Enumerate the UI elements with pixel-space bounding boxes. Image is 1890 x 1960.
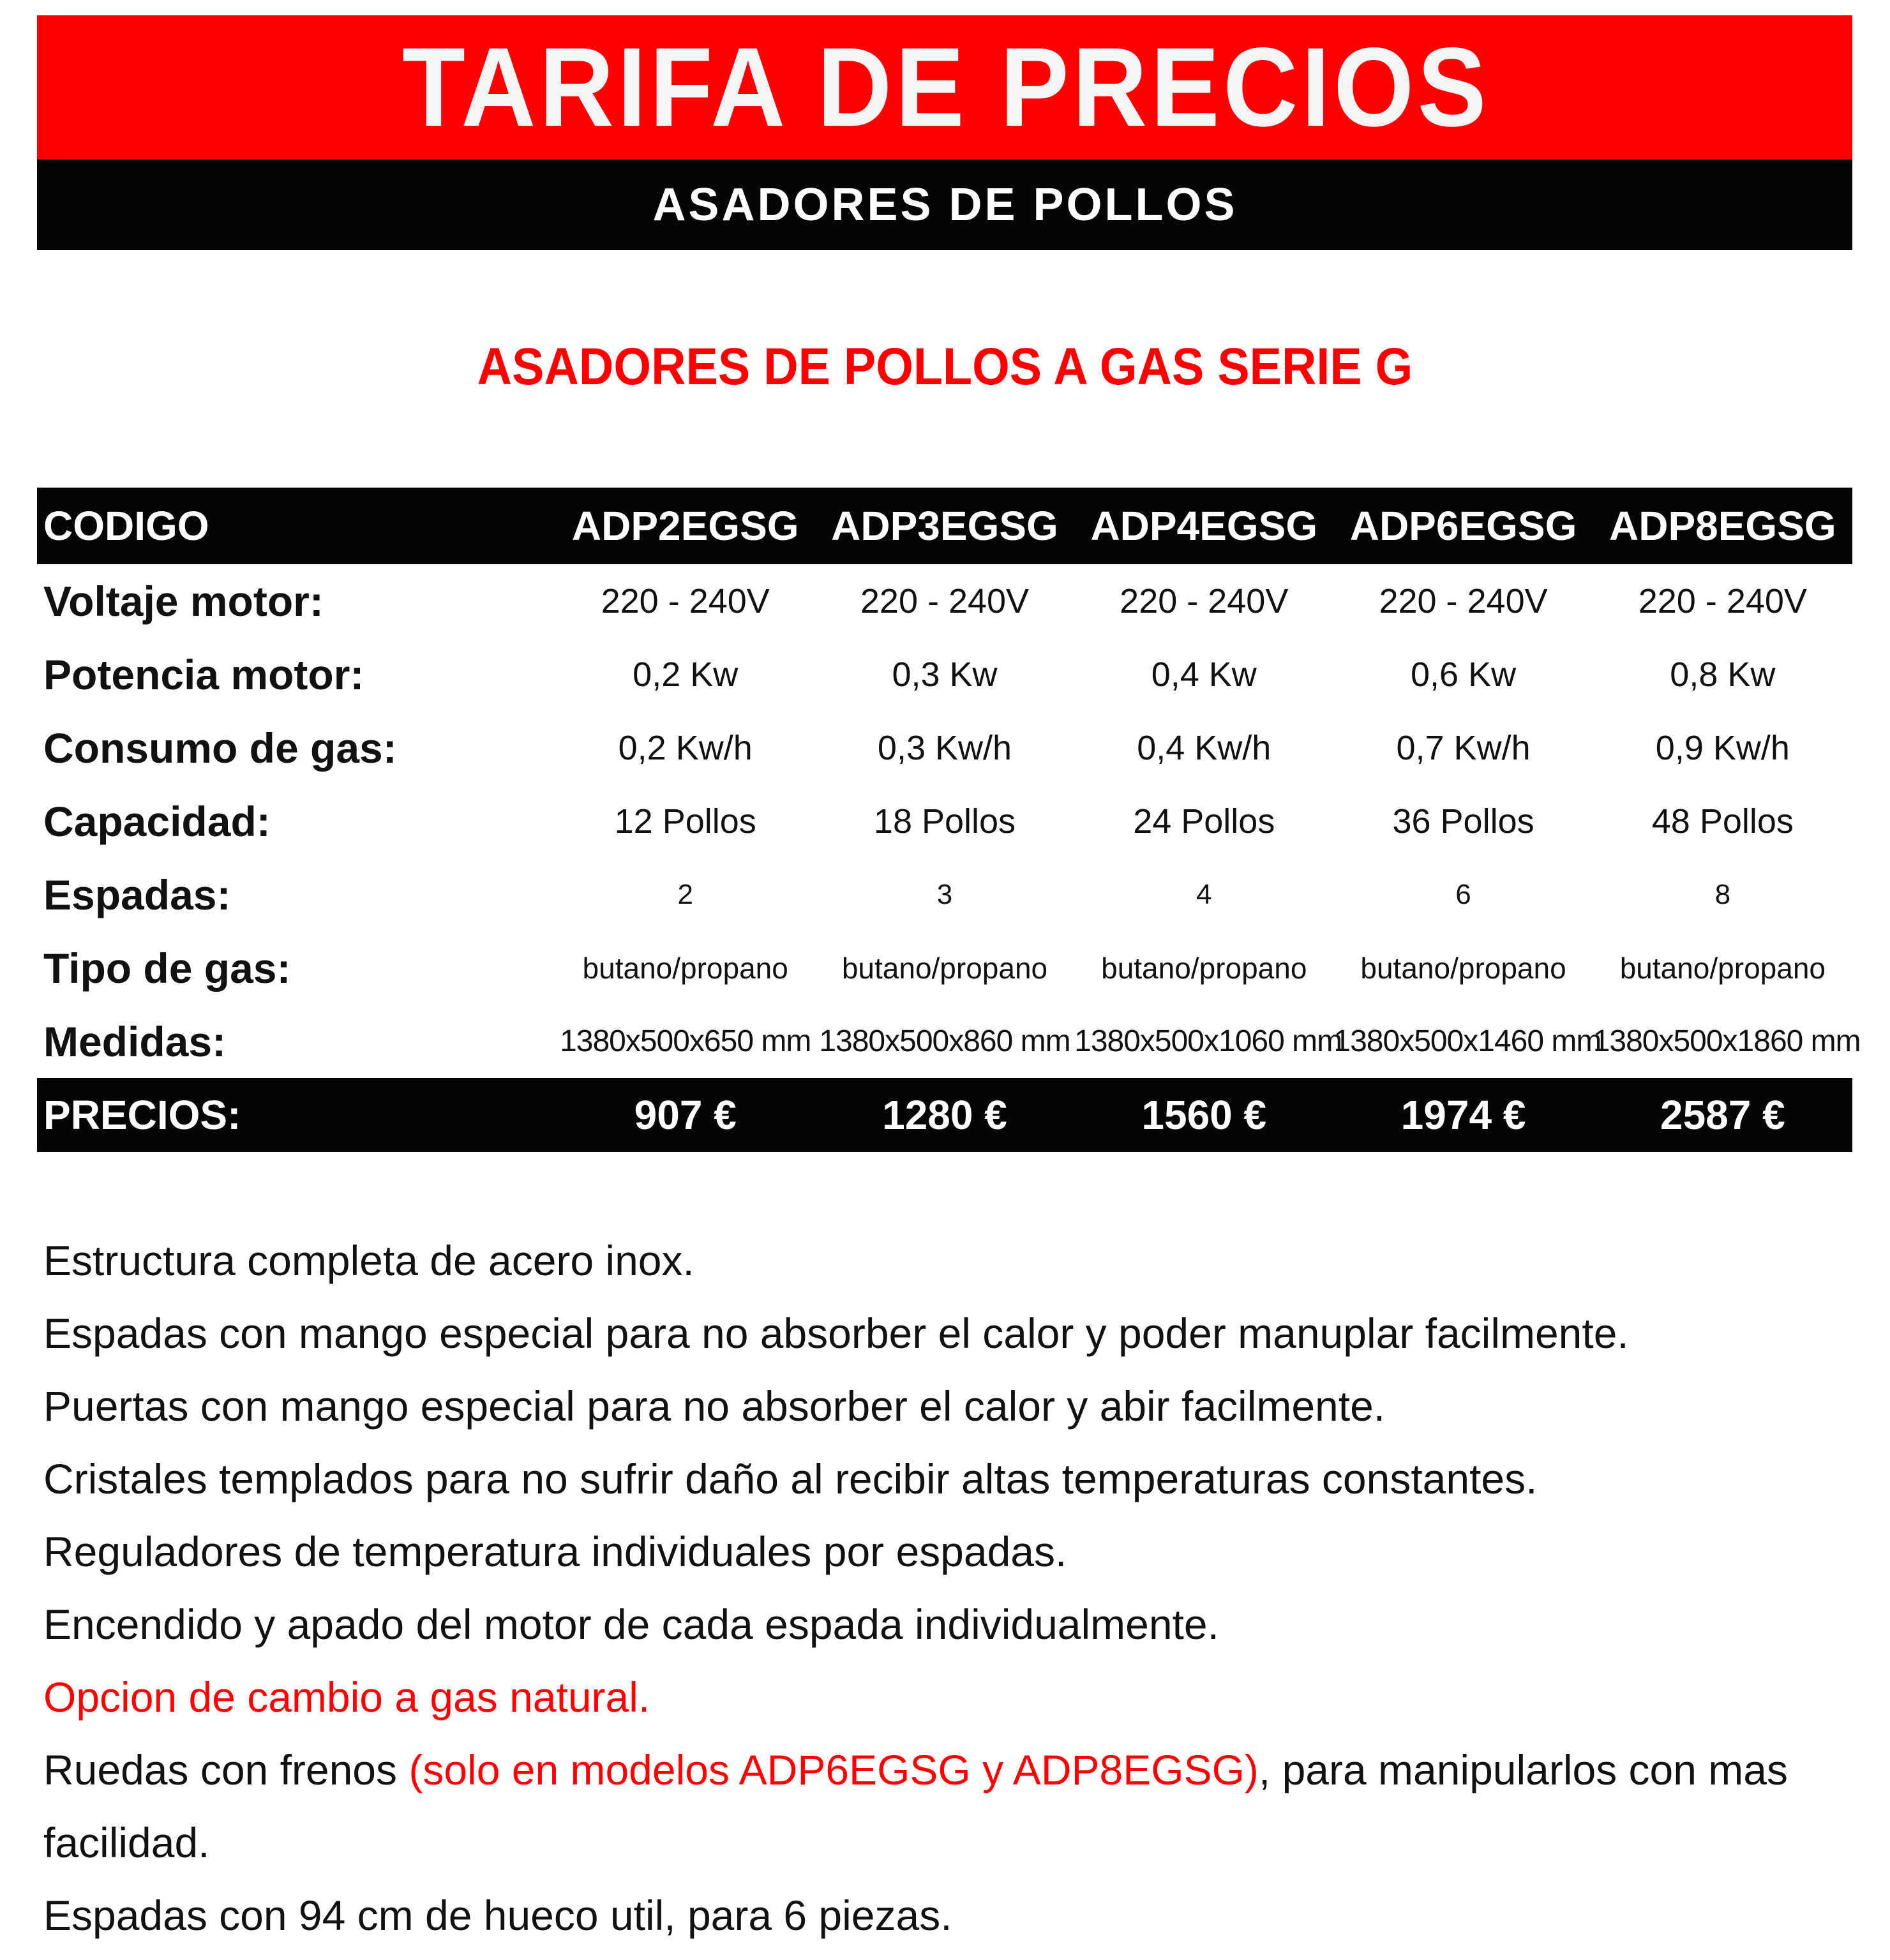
cell-value: 220 - 240V <box>601 581 770 620</box>
cell-value: 2 <box>677 878 693 910</box>
row-label: Consumo de gas: <box>43 724 397 772</box>
table-row-dimensions <box>37 1005 1852 1078</box>
cell-value: 0,6 Kw <box>1411 655 1517 694</box>
cell-value: butano/propano <box>841 951 1048 985</box>
table-row-capacity <box>37 784 1852 858</box>
price-value: 907 € <box>634 1092 737 1138</box>
section-title: ASADORES DE POLLOS A GAS SERIE G <box>477 338 1413 396</box>
cell-value: butano/propano <box>582 951 788 985</box>
row-label: Espadas: <box>43 871 231 918</box>
model-code: ADP2EGSG <box>571 503 799 549</box>
price-value: 1974 € <box>1400 1092 1526 1138</box>
row-label: Potencia motor: <box>43 650 364 698</box>
feature-line: Reguladores de temperatura individuales por espadas. <box>43 1528 1067 1575</box>
feature-line <box>43 1733 1831 1806</box>
cell-value: 0,4 Kw <box>1151 655 1257 694</box>
cell-value: 0,4 Kw/h <box>1137 728 1271 767</box>
feature-note: (solo en modelos ADP6EGSG y ADP8EGSG) <box>409 1746 1259 1793</box>
cell-value: butano/propano <box>1619 951 1826 985</box>
cell-value: 0,9 Kw/h <box>1655 728 1790 767</box>
cell-value: 0,2 Kw/h <box>618 728 753 767</box>
feature-line: Encendido y apado del motor de cada espada individualmente. <box>43 1601 1219 1648</box>
row-label: Voltaje motor: <box>43 577 324 625</box>
row-label: Capacidad: <box>43 797 271 845</box>
cell-value: 24 Pollos <box>1133 802 1275 841</box>
feature-text: , para manipularlos con mas <box>1258 1746 1788 1793</box>
cell-value: 3 <box>936 878 953 910</box>
cell-value: 0,2 Kw <box>633 655 739 694</box>
price-value: 2587 € <box>1660 1092 1785 1138</box>
cell-value: butano/propano <box>1360 951 1566 985</box>
cell-value: 220 - 240V <box>1120 581 1289 620</box>
cell-value: 1380x500x650 mm <box>560 1024 811 1058</box>
feature-line: Espadas con mango especial para no absorber el calor y poder manuplar facilmente. <box>43 1310 1629 1357</box>
table-row-power <box>37 638 1852 711</box>
table-header-row <box>37 488 1852 564</box>
row-label: Medidas: <box>43 1017 227 1065</box>
cell-value: 1380x500x1060 mm <box>1074 1024 1342 1058</box>
feature-text: Ruedas con frenos <box>43 1746 409 1793</box>
cell-value: 12 Pollos <box>614 802 756 841</box>
feature-line-highlight: Opcion de cambio a gas natural. <box>43 1673 650 1721</box>
cell-value: 1380x500x860 mm <box>819 1024 1070 1058</box>
cell-value: 8 <box>1714 878 1731 910</box>
features-list <box>43 1224 1831 1952</box>
cell-value: 220 - 240V <box>860 581 1030 620</box>
table-row-voltage <box>37 564 1852 638</box>
price-label: PRECIOS: <box>43 1092 241 1138</box>
model-code: ADP3EGSG <box>831 503 1058 549</box>
cell-value: 18 Pollos <box>873 802 1016 841</box>
table-row-prices <box>37 1078 1852 1152</box>
feature-line: facilidad. <box>43 1819 210 1866</box>
table-row-gas-consumption <box>37 711 1852 784</box>
table-row-spits <box>37 858 1852 931</box>
model-code: ADP6EGSG <box>1349 503 1577 549</box>
price-value: 1560 € <box>1141 1092 1267 1138</box>
model-code: ADP8EGSG <box>1609 503 1836 549</box>
feature-line: Espadas con 94 cm de hueco util, para 6 piezas. <box>43 1892 952 1939</box>
cell-value: 4 <box>1196 878 1212 910</box>
price-value: 1280 € <box>882 1092 1007 1138</box>
page-subtitle: ASADORES DE POLLOS <box>652 179 1238 230</box>
cell-value: butano/propano <box>1101 951 1307 985</box>
cell-value: 1380x500x1460 mm <box>1333 1024 1601 1058</box>
feature-line: Puertas con mango especial para no absorber el calor y abir facilmente. <box>43 1382 1386 1430</box>
cell-value: 36 Pollos <box>1392 802 1534 841</box>
cell-value: 1380x500x1860 mm <box>1593 1024 1861 1058</box>
cell-value: 48 Pollos <box>1651 802 1794 841</box>
cell-value: 220 - 240V <box>1638 581 1807 620</box>
model-code: ADP4EGSG <box>1090 503 1318 549</box>
specs-table <box>37 488 1861 1152</box>
cell-value: 0,8 Kw <box>1670 655 1776 694</box>
cell-value: 0,7 Kw/h <box>1396 728 1531 767</box>
feature-line: Cristales templados para no sufrir daño al recibir altas temperaturas constantes. <box>43 1455 1538 1502</box>
header-label: CODIGO <box>43 503 209 549</box>
cell-value: 0,3 Kw/h <box>877 728 1012 767</box>
row-label: Tipo de gas: <box>43 944 291 992</box>
cell-value: 0,3 Kw <box>892 655 998 694</box>
feature-line: Estructura completa de acero inox. <box>43 1237 694 1284</box>
page-title: TARIFA DE PRECIOS <box>402 25 1490 150</box>
table-row-gas-type <box>37 931 1852 1005</box>
cell-value: 6 <box>1455 878 1471 910</box>
cell-value: 220 - 240V <box>1379 581 1548 620</box>
